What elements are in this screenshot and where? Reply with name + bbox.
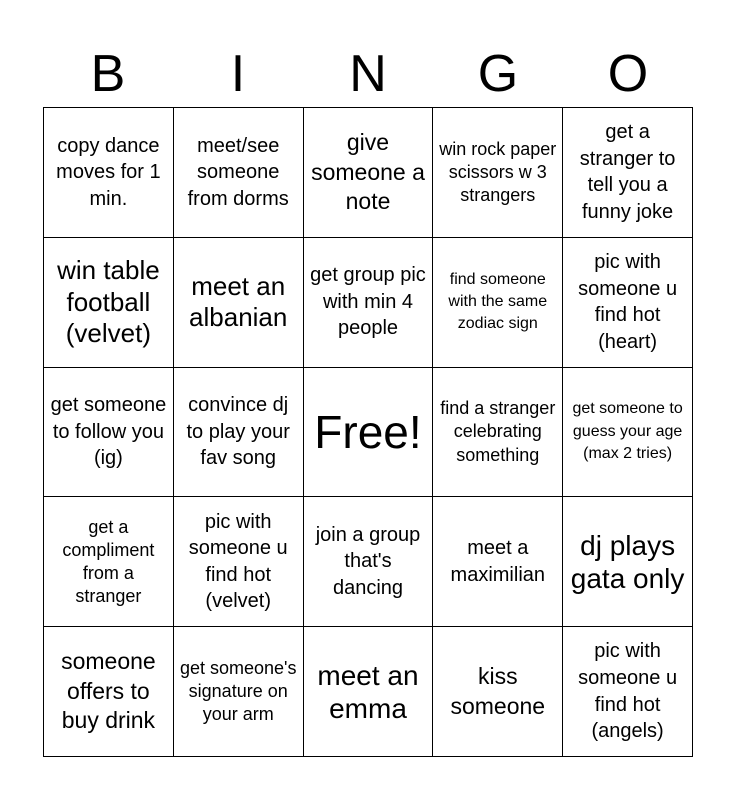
bingo-cell-r5-c2[interactable] <box>174 627 304 757</box>
cell-text: pic with someone u find hot (heart) <box>578 251 678 353</box>
header-letter-b: B <box>90 45 126 103</box>
bingo-cell-r1-c2[interactable] <box>174 108 304 238</box>
bingo-cell-r3-c1[interactable] <box>44 368 174 498</box>
cell-text: get someone to follow you (ig) <box>50 394 167 470</box>
cell-text: meet a maximilian <box>450 537 546 586</box>
bingo-cell-r2-c4[interactable] <box>433 238 563 368</box>
bingo-cell-r2-c5[interactable] <box>563 238 693 368</box>
free-space-label: Free! <box>314 405 422 458</box>
cell-text: convince dj to play your fav song <box>186 394 290 470</box>
cell-text: pic with someone u find hot (velvet) <box>188 510 288 613</box>
bingo-cell-r4-c3[interactable] <box>304 497 434 627</box>
cell-text: get someone to guess your age (max 2 tries) <box>572 400 683 463</box>
cell-text: someone offers to buy drink <box>61 648 156 734</box>
bingo-cell-r1-c1[interactable] <box>44 108 174 238</box>
bingo-cell-r1-c4[interactable] <box>433 108 563 238</box>
cell-text: meet an emma <box>317 659 419 724</box>
cell-text: meet an albanian <box>189 271 288 333</box>
bingo-cell-r1-c3[interactable] <box>304 108 434 238</box>
bingo-cell-r3-c4[interactable] <box>433 368 563 498</box>
cell-text: give someone a note <box>311 129 425 215</box>
cell-text: find someone with the same zodiac sign <box>448 270 548 333</box>
cell-text: get a compliment from a stranger <box>62 516 155 606</box>
cell-text: win table football (velvet) <box>57 255 160 348</box>
bingo-cell-r4-c4[interactable] <box>433 497 563 627</box>
cell-text: dj plays gata only <box>570 529 685 594</box>
cell-text: meet/see someone from dorms <box>187 134 289 210</box>
bingo-cell-r5-c3[interactable] <box>304 627 434 757</box>
bingo-cell-r2-c1[interactable] <box>44 238 174 368</box>
bingo-cell-r4-c5[interactable] <box>563 497 693 627</box>
cell-text: copy dance moves for 1 min. <box>56 134 161 210</box>
cell-text: find a stranger celebrating something <box>440 398 556 465</box>
bingo-cell-r3-c5[interactable] <box>563 368 693 498</box>
bingo-cell-r2-c3[interactable] <box>304 238 434 368</box>
cell-text: get group pic with min 4 people <box>310 264 426 340</box>
header-letter-g: G <box>477 45 519 103</box>
bingo-cell-r1-c5[interactable] <box>563 108 693 238</box>
cell-text: kiss someone <box>450 663 546 719</box>
header-letter-i: I <box>230 45 246 103</box>
bingo-cell-r5-c4[interactable] <box>433 627 563 757</box>
bingo-cell-r3-c2[interactable] <box>174 368 304 498</box>
bingo-cell-r4-c1[interactable] <box>44 497 174 627</box>
bingo-cell-free[interactable] <box>304 368 434 498</box>
header-letter-o: O <box>607 45 649 103</box>
cell-text: pic with someone u find hot (angels) <box>578 640 678 743</box>
bingo-board <box>43 107 693 757</box>
cell-text: get someone's signature on your arm <box>179 658 297 725</box>
cell-text: get a stranger to tell you a funny joke <box>579 121 676 223</box>
cell-text: join a group that's dancing <box>315 523 421 600</box>
header-letter-n: N <box>349 45 387 103</box>
bingo-cell-r5-c1[interactable] <box>44 627 174 757</box>
bingo-cell-r5-c5[interactable] <box>563 627 693 757</box>
bingo-cell-r2-c2[interactable] <box>174 238 304 368</box>
bingo-cell-r4-c2[interactable] <box>174 497 304 627</box>
bingo-header <box>43 40 693 108</box>
cell-text: win rock paper scissors w 3 strangers <box>439 138 557 205</box>
